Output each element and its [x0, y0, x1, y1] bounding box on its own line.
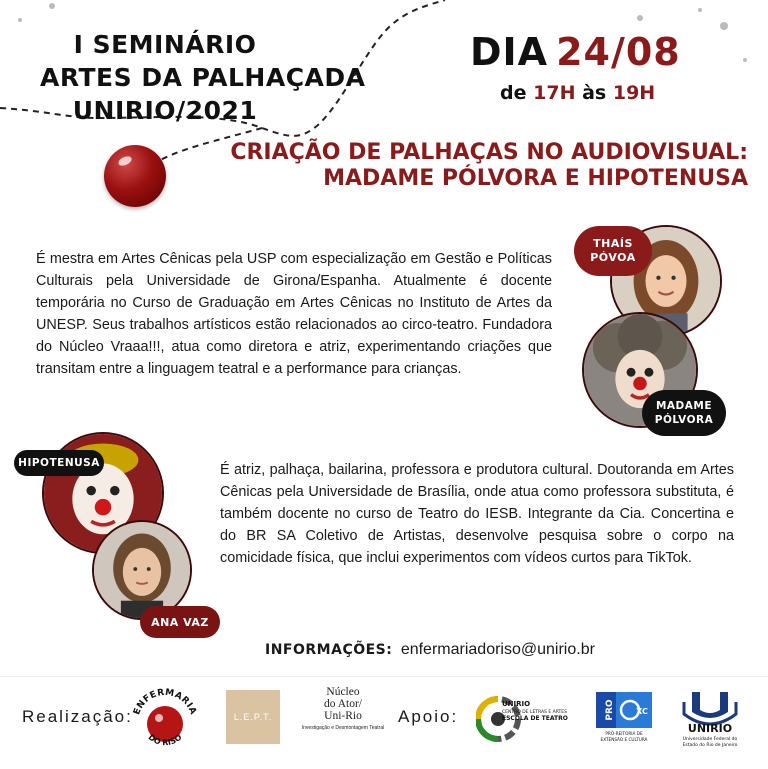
logo-nucleo-line-1: Núcleo	[326, 686, 360, 698]
name-tag-ana-line-1: ANA VAZ	[151, 615, 209, 629]
logo-escola-de-teatro	[476, 694, 594, 744]
logo-lept-text: L.E.P.T.	[233, 712, 273, 722]
logo-lept	[226, 690, 280, 744]
logo-nucleo-line-2: do Ator/	[323, 698, 362, 710]
event-time	[500, 82, 655, 104]
logo-unirio-sub-1: Universidade Federal do	[682, 737, 738, 742]
talk-title-line-1: CRIAÇÃO DE PALHAÇAS NO AUDIOVISUAL:	[230, 140, 748, 165]
time-mid: às	[582, 82, 607, 104]
logo-escola-line-1: UNIRIO	[502, 700, 531, 708]
time-start: 17H	[533, 82, 576, 104]
logo-proexc-side: XC	[636, 707, 648, 716]
talk-title-line-2: MADAME PÓLVORA E HIPOTENUSA	[323, 166, 748, 191]
clown-nose-graphic	[104, 145, 166, 207]
logo-enfermaria-bottom-text: DO RISO	[146, 732, 184, 748]
name-tag-ana-vaz	[140, 606, 220, 638]
info-label: INFORMAÇÕES:	[265, 642, 393, 658]
logo-enfermaria-top-text: ENFERMARIA	[132, 687, 198, 717]
logo-nucleo-line-3: Uni-Rio	[324, 710, 362, 722]
name-tag-madame-line-2: PÓLVORA	[654, 414, 714, 426]
logo-unirio	[670, 688, 750, 750]
event-title-line-3: UNIRIO/2021	[72, 96, 258, 125]
info-email-link[interactable]: enfermariadoriso@unirio.br	[400, 641, 595, 658]
realizacao-label: Realização:	[22, 707, 133, 726]
name-tag-madame-line-1: MADAME	[655, 400, 713, 412]
logo-enfermaria-do-riso	[128, 684, 202, 756]
logo-proexc-main: PRO	[605, 699, 615, 721]
event-title-line-2: ARTES DA PALHAÇADA	[40, 63, 366, 92]
logo-proexc-sub-1: PRÓ-REITORIA DE	[605, 731, 643, 736]
name-tag-hipotenusa	[14, 450, 104, 476]
date-label: DIA	[470, 30, 549, 74]
speaker-bio-thais: É mestra em Artes Cênicas pela USP com especialização em Gestão e Políticas Culturais pela Universidade de Girona/Espanha. Atualmente é docente temporária no Curso de Graduação em Artes Cênicas no Instituto de Artes da UNESP. Seus trabalhos artísticos estão relacionados ao circo-teatro. Fundadora do Núcleo Vraaa!!!, atua como diretora e atriz, experimentando criações que transitam entre a linguagem teatral e a performance para crianças.	[36, 251, 552, 377]
date-value: 24/08	[556, 30, 681, 74]
name-tag-madame-polvora	[642, 390, 726, 436]
portrait-ana-icon	[94, 522, 190, 618]
time-prefix: de	[500, 82, 527, 104]
talk-title	[230, 140, 748, 192]
speaker-photo-ana-vaz	[92, 520, 192, 620]
logo-escola-line-2: CENTRO DE LETRAS E ARTES	[502, 710, 567, 715]
logo-proexc-sub-2: EXTENSÃO E CULTURA	[600, 737, 648, 742]
event-date	[470, 30, 681, 74]
name-tag-thais-line-2: PÓVOA	[590, 251, 636, 264]
logo-proexc	[596, 692, 652, 744]
name-tag-thais	[574, 226, 652, 276]
logo-unirio-sub-2: Estado do Rio de Janeiro	[682, 743, 738, 748]
name-tag-thais-line-1: THAÍS	[593, 237, 633, 250]
time-end: 19H	[612, 82, 656, 104]
speaker-bio-ana: É atriz, palhaça, bailarina, professora e produtora cultural. Doutoranda em Artes Cênicas pela Universidade de Brasília, onde atua como professora substituta, é também docente no curso de Teatro do IESB. Integrante da Cia. Concertina e do BR SA Coletivo de Artistas, desenvolve pesquisa sobre o corpo na comicidade física, que inclui experimentos com vídeos curtos para TikTok.	[220, 462, 734, 566]
logo-nucleo-do-ator	[300, 686, 386, 748]
logo-nucleo-sub: Investigação e Desmontagem Teatral	[301, 725, 385, 731]
event-title-line-1: I SEMINÁRIO	[73, 30, 257, 59]
logo-unirio-main: UNIRIO	[687, 722, 733, 735]
logo-escola-line-3: ESCOLA DE TEATRO	[502, 715, 568, 722]
apoio-label: Apoio:	[398, 707, 459, 726]
event-title	[40, 28, 366, 127]
info-line	[265, 641, 595, 659]
name-tag-hipotenusa-line-1: HIPOTENUSA	[18, 457, 100, 469]
